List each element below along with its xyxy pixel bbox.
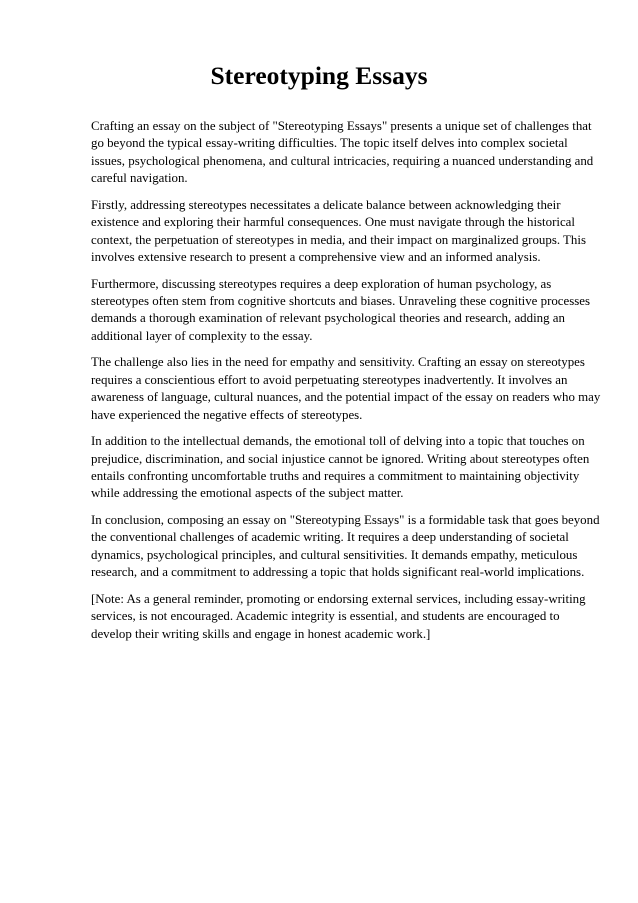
paragraph-emotional-toll: In addition to the intellectual demands, the emotional toll of delving into a topic that touches on prejudice, discrimination, and social injustice cannot be ignored. Writing about stereotypes often entails confronting uncomfortable truths and requires a commitment to maintaining objectivity while addressing the emotional aspects of the subject matter. <box>91 434 590 501</box>
paragraph-challenge: The challenge also lies in the need for empathy and sensitivity. Crafting an essay on stereotypes requires a conscientious effort to avoid perpetuating stereotypes inadvertently. It involves an awareness of language, cultural nuances, and the potential impact of the essay on readers who may have experienced the negative effects of stereotypes. <box>91 355 601 422</box>
document-body <box>91 118 601 652</box>
paragraph-conclusion: In conclusion, composing an essay on "Stereotyping Essays" is a formidable task that goes beyond the conventional challenges of academic writing. It requires a deep understanding of societal dynamics, psychological principles, and cultural sensitivities. It demands empathy, meticulous research, and a commitment to addressing a topic that holds significant real-world implications. <box>91 513 600 580</box>
paragraph-intro: Crafting an essay on the subject of "Stereotyping Essays" presents a unique set of challenges that go beyond the typical essay-writing difficulties. The topic itself delves into complex societal issues, psychological phenomena, and cultural intricacies, requiring a nuanced understanding and careful navigation. <box>91 119 594 186</box>
paragraph-note: [Note: As a general reminder, promoting or endorsing external services, including essay-writing services, is not encouraged. Academic integrity is essential, and students are encouraged to develop their writing skills and engage in honest academic work.] <box>91 591 586 641</box>
paragraph-firstly: Firstly, addressing stereotypes necessitates a delicate balance between acknowledging their existence and exploring their harmful consequences. One must navigate through the historical context, the perpetuation of stereotypes in media, and their impact on marginalized groups. This involves extensive research to present a comprehensive view and an informed analysis. <box>91 197 586 265</box>
paragraph-furthermore: Furthermore, discussing stereotypes requires a deep exploration of human psychology, as stereotypes often stem from cognitive shortcuts and biases. Unraveling these cognitive processes demands a thorough examination of relevant psychological theories and research, adding an additional layer of complexity to the essay. <box>91 276 591 343</box>
document-title: Stereotyping Essays <box>210 61 428 90</box>
